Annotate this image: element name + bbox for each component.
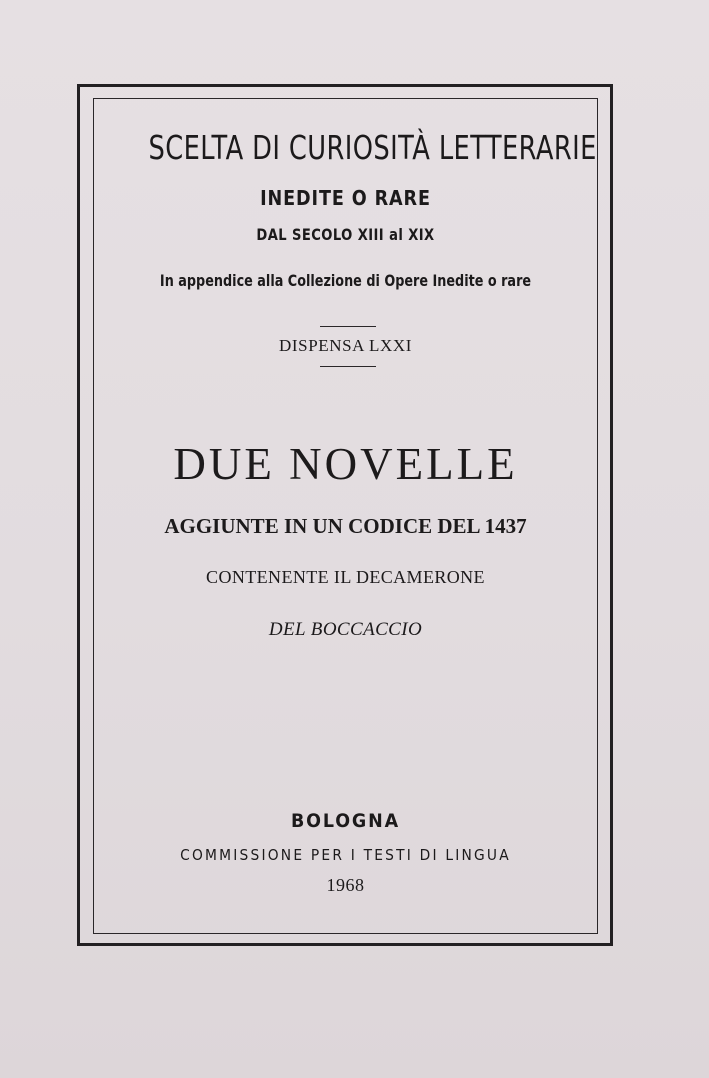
work-subtitle: AGGIUNTE IN UN CODICE DEL 1437 bbox=[164, 514, 527, 538]
imprint-publisher: COMMISSIONE PER I TESTI DI LINGUA bbox=[180, 846, 511, 864]
series-title: SCELTA DI CURIOSITÀ LETTERARIE bbox=[148, 128, 597, 167]
divider-rule-bottom bbox=[320, 366, 376, 367]
appendix-note: In appendice alla Collezione di Opere Inedite o rare bbox=[159, 271, 532, 290]
series-subtitle-rare: INEDITE O RARE bbox=[260, 186, 431, 210]
work-contents: CONTENENTE IL DECAMERONE bbox=[206, 567, 485, 587]
imprint-year: 1968 bbox=[326, 875, 365, 895]
issue-label: DISPENSA LXXI bbox=[279, 336, 412, 355]
series-subtitle-centuries: DAL SECOLO XIII al XIX bbox=[256, 225, 435, 244]
work-author: DEL BOCCACCIO bbox=[268, 619, 423, 640]
imprint-city: BOLOGNA bbox=[291, 810, 400, 832]
divider-rule-top bbox=[320, 326, 376, 327]
work-title: DUE NOVELLE bbox=[173, 439, 518, 489]
